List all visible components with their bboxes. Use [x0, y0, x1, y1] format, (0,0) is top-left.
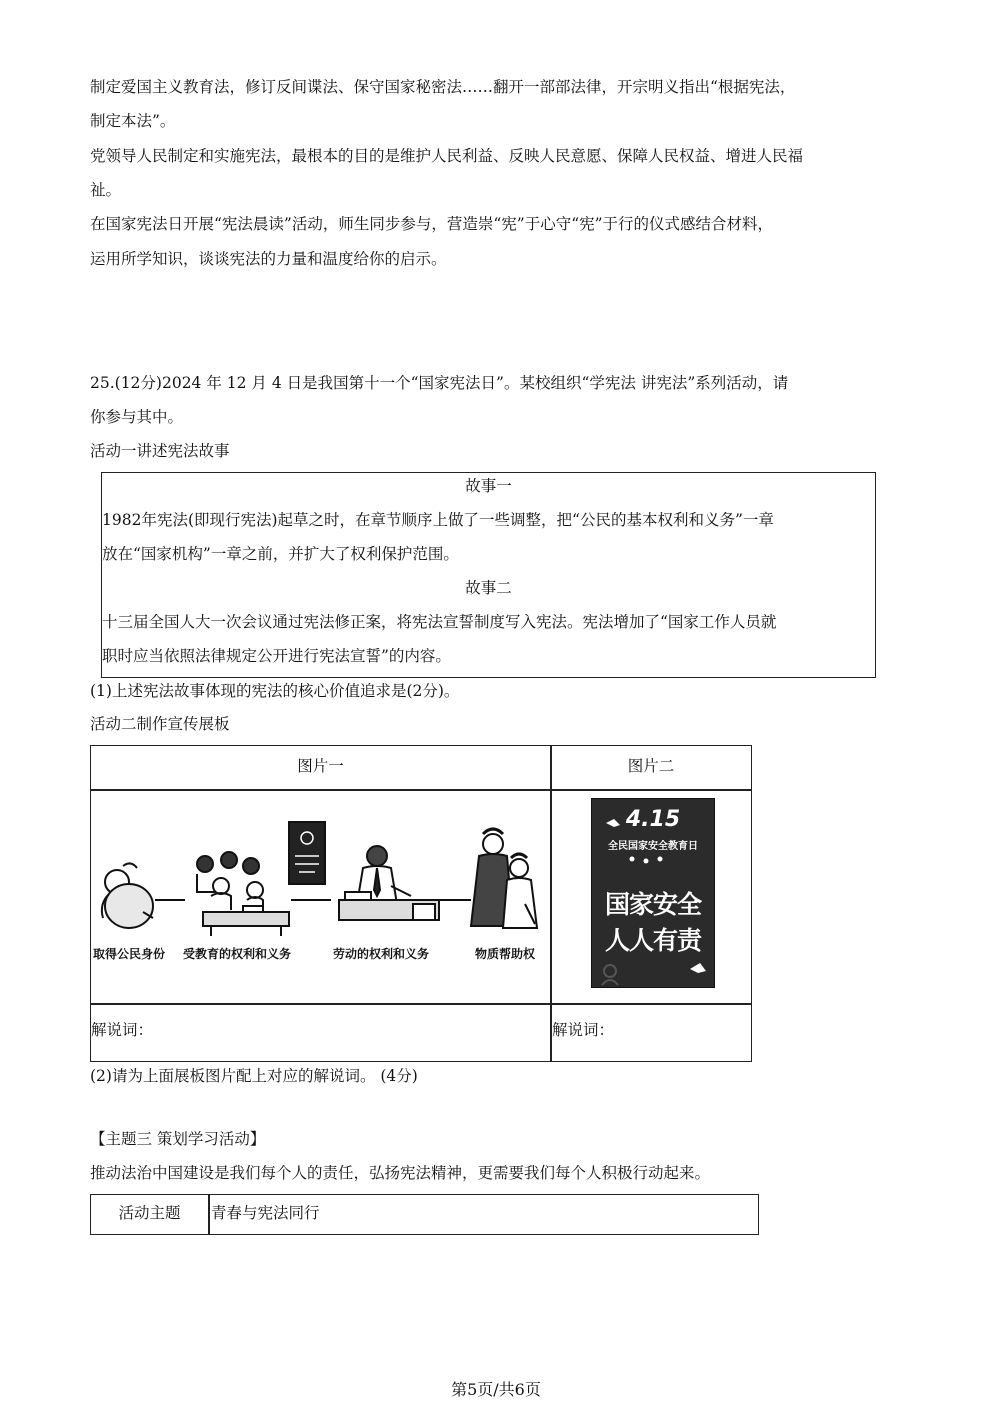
story1-title: 故事一 [465, 477, 512, 495]
theme3-intro: 推动法治中国建设是我们每个人的责任，弘扬宪法精神，更需要我们每个人积极行动起来。 [90, 1164, 711, 1182]
pic1-caption-1: 取得公民身份 [93, 947, 166, 961]
intro-line-3: 党领导人民制定和实施宪法，最根本的目的是维护人民利益、反映人民意愿、保障人民权益、增进人民福 [90, 147, 804, 165]
intro-line-4: 祉。 [90, 181, 122, 199]
stories-box [101, 472, 876, 678]
activity-theme-value: 青春与宪法同行 [211, 1204, 320, 1222]
q25-stem-line-2: 你参与其中。 [90, 408, 184, 426]
activity2-title: 活动二制作宣传展板 [90, 715, 230, 733]
intro-line-2: 制定本法”。 [90, 112, 176, 130]
constitution-plaque [289, 822, 325, 884]
baby-figure [102, 863, 153, 928]
theme3-title: 【主题三 策划学习活动】 [90, 1130, 266, 1148]
story2-line-2: 职时应当依照法律规定公开进行宪法宣誓”的内容。 [102, 647, 451, 665]
story2-line-1: 十三届全国人大一次会议通过宪法修正案，将宪法宣誓制度写入宪法。宪法增加了“国家工作人员就 [102, 613, 777, 631]
commentary-label-2: 解说词： [552, 1021, 615, 1039]
pic2-header: 图片二 [627, 757, 675, 775]
sub-question-2: (2)请为上面展板图片配上对应的解说词。 (4分) [90, 1067, 418, 1085]
q25-stem-line-1: 25.(12分)2024 年 12 月 4 日是我国第十一个“国家宪法日”。某校组织“学宪法 讲宪法”系列活动，请 [90, 374, 789, 392]
page-footer: 第5页/共6页 [451, 1380, 541, 1399]
story2-title: 故事二 [465, 579, 512, 597]
poster-subtitle: 全民国家安全教育日 [608, 841, 698, 852]
pic1-caption-4: 物质帮助权 [475, 947, 536, 961]
elderly-couple-figure [471, 829, 537, 928]
national-security-poster [591, 798, 715, 988]
worker-figure [339, 846, 439, 920]
intro-line-5: 在国家宪法日开展“宪法晨读”活动，师生同步参与，营造崇“宪”于心守“宪”于行的仪式感结合材料， [90, 215, 774, 233]
poster-line-1: 国家安全 [604, 890, 701, 919]
intro-line-1: 制定爱国主义教育法，修订反间谍法、保守国家秘密法……翻开一部部法律，开宗明义指出“根据宪法， [90, 78, 796, 96]
display-board-table [90, 745, 752, 1062]
activity-theme-label: 活动主题 [118, 1204, 181, 1222]
activity-theme-table [90, 1194, 759, 1235]
sub-question-1: (1)上述宪法故事体现的宪法的核心价值追求是(2分)。 [90, 682, 460, 700]
intro-line-6: 运用所学知识，谈谈宪法的力量和温度给你的启示。 [90, 250, 447, 268]
poster-date: 4.15 [625, 807, 681, 832]
pic1-caption-3: 劳动的权利和义务 [333, 947, 430, 961]
pic1-illustration [93, 794, 548, 999]
commentary-label-1: 解说词： [91, 1021, 154, 1039]
pic1-caption-2: 受教育的权利和义务 [183, 947, 292, 961]
story1-line-2: 放在“国家机构”一章之前，并扩大了权利保护范围。 [102, 545, 459, 563]
story1-line-1: 1982年宪法(即现行宪法)起草之时，在章节顺序上做了一些调整，把“公民的基本权利和义务”一章 [102, 511, 774, 529]
poster-line-2: 人人有责 [604, 926, 701, 955]
students-figure [197, 852, 289, 936]
pic1-header: 图片一 [297, 757, 344, 775]
activity1-title: 活动一讲述宪法故事 [90, 442, 230, 460]
